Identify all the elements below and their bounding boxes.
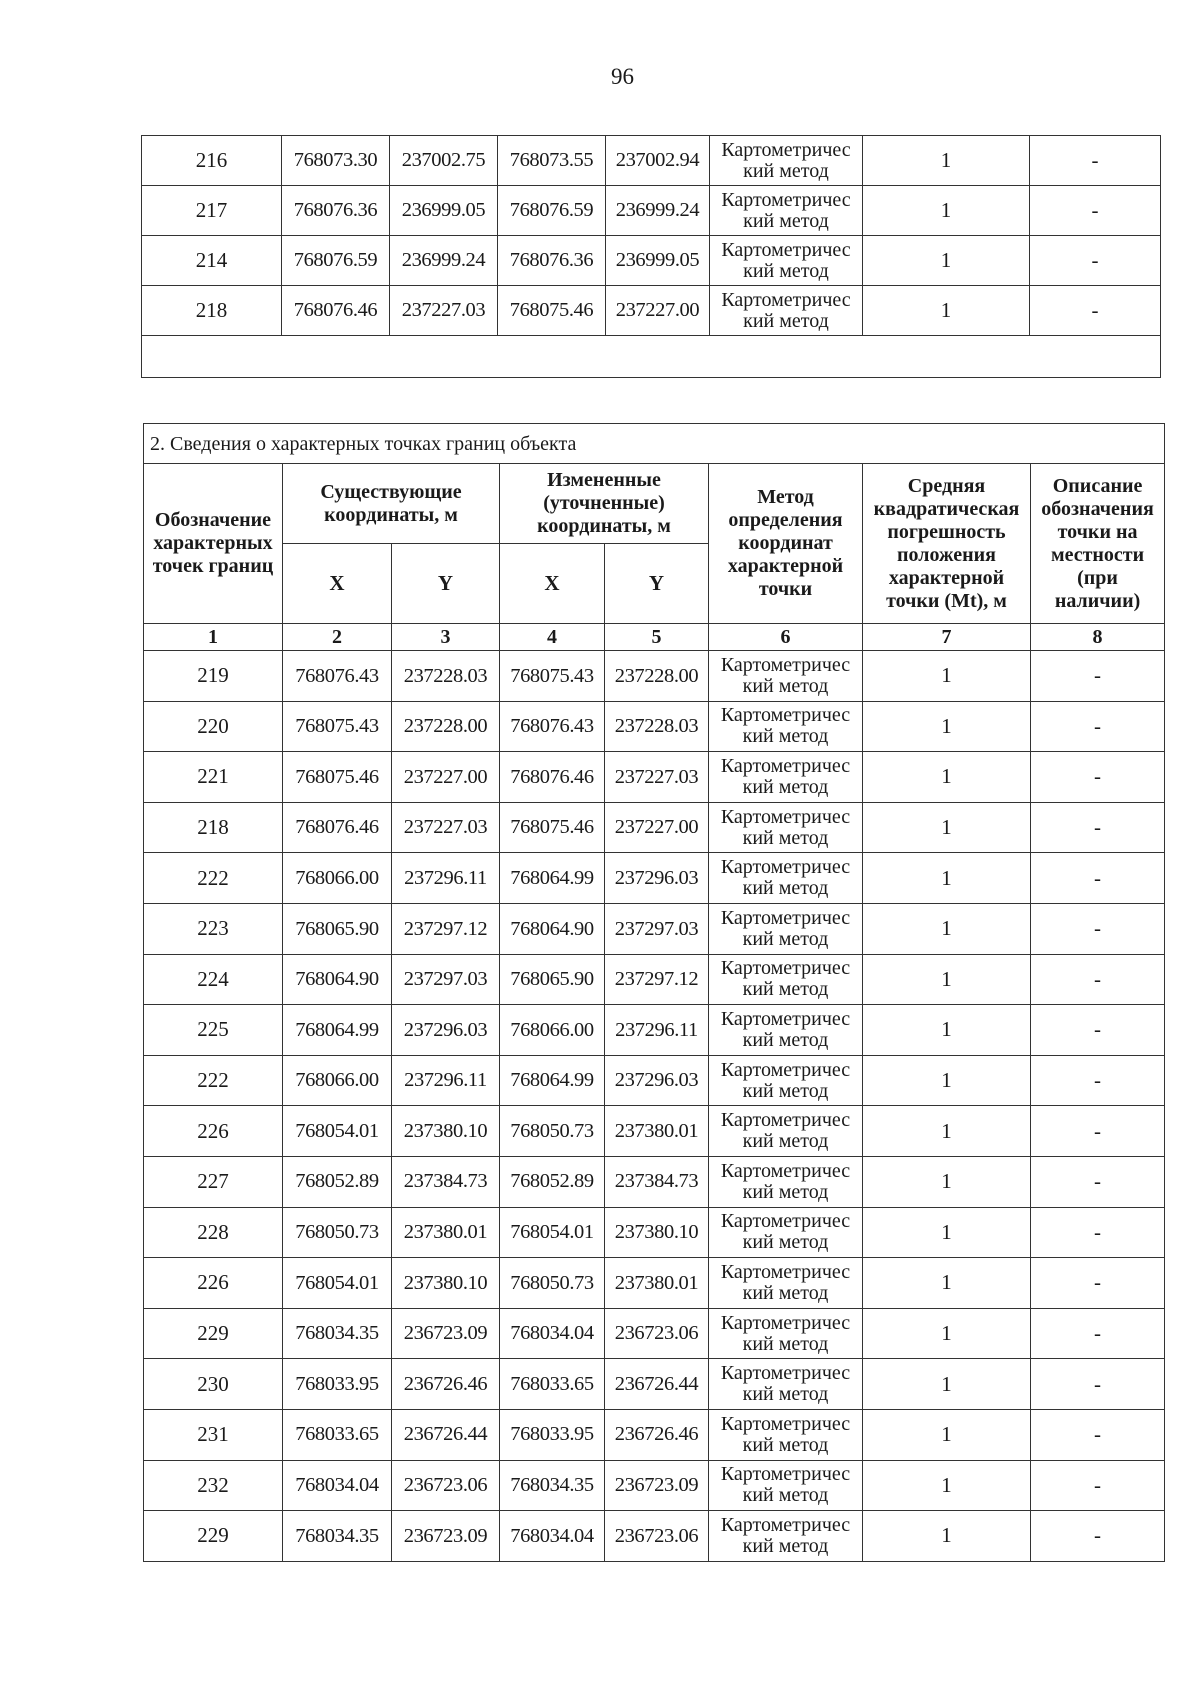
existing-y-cell: 237380.01 xyxy=(392,1207,500,1258)
table-row xyxy=(142,186,1161,236)
changed-y-cell: 237380.01 xyxy=(605,1258,709,1309)
existing-x-cell: 768033.95 xyxy=(283,1359,392,1410)
existing-y-cell: 237228.00 xyxy=(392,701,500,752)
changed-y-cell: 237228.03 xyxy=(605,701,709,752)
existing-x-cell: 768075.46 xyxy=(283,752,392,803)
description-cell: - xyxy=(1031,1055,1165,1106)
existing-y-cell: 236723.09 xyxy=(392,1308,500,1359)
table-row xyxy=(144,853,1165,904)
point-cell: 224 xyxy=(144,954,283,1005)
existing-y-cell: 237296.11 xyxy=(392,853,500,904)
changed-y-cell: 236723.06 xyxy=(605,1308,709,1359)
method-cell: Картометричес кий метод xyxy=(709,853,863,904)
boundary-points-table xyxy=(143,423,1165,1562)
changed-x-cell: 768064.99 xyxy=(500,853,605,904)
changed-y-cell: 237297.12 xyxy=(605,954,709,1005)
existing-x-cell: 768076.36 xyxy=(282,186,390,236)
point-cell: 223 xyxy=(144,903,283,954)
changed-y-cell: 237380.01 xyxy=(605,1106,709,1157)
mt-cell: 1 xyxy=(863,651,1031,702)
column-number: 7 xyxy=(863,624,1031,651)
changed-y-cell: 236723.06 xyxy=(605,1511,709,1562)
existing-x-cell: 768066.00 xyxy=(283,853,392,904)
mt-cell: 1 xyxy=(863,1409,1031,1460)
method-cell: Картометричес кий метод xyxy=(709,1005,863,1056)
existing-y-cell: 237296.11 xyxy=(392,1055,500,1106)
existing-y-cell: 236999.05 xyxy=(390,186,498,236)
description-cell: - xyxy=(1031,802,1165,853)
description-cell: - xyxy=(1030,286,1161,336)
table-row xyxy=(144,1005,1165,1056)
mt-cell: 1 xyxy=(863,186,1030,236)
method-cell: Картометричес кий метод xyxy=(709,903,863,954)
existing-y-cell: 237002.75 xyxy=(390,136,498,186)
table-row xyxy=(144,1511,1165,1562)
existing-x-cell: 768076.43 xyxy=(283,651,392,702)
table-row xyxy=(144,1460,1165,1511)
method-cell: Картометричес кий метод xyxy=(710,236,863,286)
existing-x-cell: 768065.90 xyxy=(283,903,392,954)
method-cell: Картометричес кий метод xyxy=(709,1359,863,1410)
changed-x-cell: 768034.04 xyxy=(500,1511,605,1562)
point-cell: 226 xyxy=(144,1106,283,1157)
existing-x-cell: 768076.46 xyxy=(283,802,392,853)
description-cell: - xyxy=(1030,136,1161,186)
mt-cell: 1 xyxy=(863,752,1031,803)
method-cell: Картометричес кий метод xyxy=(710,186,863,236)
changed-x-cell: 768050.73 xyxy=(500,1106,605,1157)
header-description: Описание обозначения точки на местности (при наличии) xyxy=(1031,464,1165,624)
existing-x-cell: 768073.30 xyxy=(282,136,390,186)
existing-y-cell: 236726.46 xyxy=(392,1359,500,1410)
changed-x-cell: 768073.55 xyxy=(498,136,606,186)
point-cell: 228 xyxy=(144,1207,283,1258)
table-row xyxy=(142,136,1161,186)
existing-y-cell: 237297.12 xyxy=(392,903,500,954)
changed-y-cell: 237384.73 xyxy=(605,1156,709,1207)
existing-y-cell: 236723.09 xyxy=(392,1511,500,1562)
description-cell: - xyxy=(1031,1409,1165,1460)
top-coordinates-table xyxy=(141,135,1161,378)
existing-y-cell: 237227.03 xyxy=(392,802,500,853)
table-row xyxy=(144,651,1165,702)
table-row xyxy=(144,1308,1165,1359)
existing-x-cell: 768076.59 xyxy=(282,236,390,286)
existing-x-cell: 768054.01 xyxy=(283,1258,392,1309)
point-cell: 229 xyxy=(144,1511,283,1562)
column-number: 2 xyxy=(283,624,392,651)
description-cell: - xyxy=(1031,1106,1165,1157)
existing-y-cell: 237227.00 xyxy=(392,752,500,803)
point-cell: 221 xyxy=(144,752,283,803)
changed-x-cell: 768075.46 xyxy=(498,286,606,336)
header-changed-y: Y xyxy=(605,544,709,624)
existing-x-cell: 768034.35 xyxy=(283,1511,392,1562)
existing-x-cell: 768050.73 xyxy=(283,1207,392,1258)
existing-x-cell: 768034.35 xyxy=(283,1308,392,1359)
top-table-empty-row xyxy=(142,336,1161,378)
mt-cell: 1 xyxy=(863,1511,1031,1562)
description-cell: - xyxy=(1031,1207,1165,1258)
header-existing-x: X xyxy=(283,544,392,624)
column-number: 5 xyxy=(605,624,709,651)
point-cell: 222 xyxy=(144,853,283,904)
mt-cell: 1 xyxy=(863,1106,1031,1157)
mt-cell: 1 xyxy=(863,802,1031,853)
changed-x-cell: 768076.36 xyxy=(498,236,606,286)
mt-cell: 1 xyxy=(863,1207,1031,1258)
table-row xyxy=(144,1359,1165,1410)
changed-y-cell: 237227.00 xyxy=(605,802,709,853)
changed-y-cell: 237227.00 xyxy=(606,286,710,336)
header-changed-coordinates: Измененные (уточненные) координаты, м xyxy=(500,464,709,544)
description-cell: - xyxy=(1031,651,1165,702)
description-cell: - xyxy=(1031,903,1165,954)
changed-y-cell: 236999.24 xyxy=(606,186,710,236)
point-cell: 218 xyxy=(142,286,282,336)
changed-y-cell: 236726.44 xyxy=(605,1359,709,1410)
description-cell: - xyxy=(1031,1156,1165,1207)
changed-y-cell: 237380.10 xyxy=(605,1207,709,1258)
mt-cell: 1 xyxy=(863,1055,1031,1106)
changed-y-cell: 237002.94 xyxy=(606,136,710,186)
column-number: 3 xyxy=(392,624,500,651)
header-point-designation: Обозначение характерных точек границ xyxy=(144,464,283,624)
changed-x-cell: 768034.04 xyxy=(500,1308,605,1359)
mt-cell: 1 xyxy=(863,701,1031,752)
header-existing-coordinates: Существующие координаты, м xyxy=(283,464,500,544)
description-cell: - xyxy=(1031,853,1165,904)
method-cell: Картометричес кий метод xyxy=(710,286,863,336)
changed-x-cell: 768075.43 xyxy=(500,651,605,702)
method-cell: Картометричес кий метод xyxy=(709,1511,863,1562)
mt-cell: 1 xyxy=(863,136,1030,186)
table-row xyxy=(144,802,1165,853)
method-cell: Картометричес кий метод xyxy=(709,802,863,853)
table-row xyxy=(144,1156,1165,1207)
point-cell: 231 xyxy=(144,1409,283,1460)
existing-x-cell: 768076.46 xyxy=(282,286,390,336)
existing-y-cell: 237380.10 xyxy=(392,1258,500,1309)
existing-y-cell: 236999.24 xyxy=(390,236,498,286)
top-table-body xyxy=(142,136,1161,336)
existing-y-cell: 237296.03 xyxy=(392,1005,500,1056)
method-cell: Картометричес кий метод xyxy=(709,701,863,752)
mt-cell: 1 xyxy=(863,1258,1031,1309)
table-row xyxy=(144,752,1165,803)
point-cell: 230 xyxy=(144,1359,283,1410)
point-cell: 227 xyxy=(144,1156,283,1207)
mt-cell: 1 xyxy=(863,903,1031,954)
changed-x-cell: 768075.46 xyxy=(500,802,605,853)
method-cell: Картометричес кий метод xyxy=(709,1055,863,1106)
existing-y-cell: 237297.03 xyxy=(392,954,500,1005)
changed-x-cell: 768064.90 xyxy=(500,903,605,954)
point-cell: 229 xyxy=(144,1308,283,1359)
header-existing-y: Y xyxy=(392,544,500,624)
description-cell: - xyxy=(1031,1258,1165,1309)
method-cell: Картометричес кий метод xyxy=(709,752,863,803)
changed-y-cell: 237228.00 xyxy=(605,651,709,702)
column-number: 4 xyxy=(500,624,605,651)
existing-x-cell: 768052.89 xyxy=(283,1156,392,1207)
table-row xyxy=(144,1106,1165,1157)
existing-x-cell: 768033.65 xyxy=(283,1409,392,1460)
changed-y-cell: 237296.03 xyxy=(605,1055,709,1106)
point-cell: 232 xyxy=(144,1460,283,1511)
method-cell: Картометричес кий метод xyxy=(709,1106,863,1157)
point-cell: 225 xyxy=(144,1005,283,1056)
column-number: 1 xyxy=(144,624,283,651)
changed-y-cell: 237296.03 xyxy=(605,853,709,904)
method-cell: Картометричес кий метод xyxy=(709,1409,863,1460)
description-cell: - xyxy=(1031,954,1165,1005)
table-row xyxy=(144,954,1165,1005)
method-cell: Картометричес кий метод xyxy=(709,1258,863,1309)
changed-x-cell: 768033.95 xyxy=(500,1409,605,1460)
header-mean-square-error: Средняя квадратическая погрешность положения характерной точки (Mt), м xyxy=(863,464,1031,624)
point-cell: 218 xyxy=(144,802,283,853)
point-cell: 217 xyxy=(142,186,282,236)
description-cell: - xyxy=(1031,701,1165,752)
existing-y-cell: 237227.03 xyxy=(390,286,498,336)
table-row xyxy=(142,286,1161,336)
changed-y-cell: 236723.09 xyxy=(605,1460,709,1511)
column-number: 6 xyxy=(709,624,863,651)
existing-x-cell: 768066.00 xyxy=(283,1055,392,1106)
changed-x-cell: 768076.59 xyxy=(498,186,606,236)
existing-y-cell: 237380.10 xyxy=(392,1106,500,1157)
mt-cell: 1 xyxy=(863,954,1031,1005)
changed-y-cell: 236999.05 xyxy=(606,236,710,286)
column-number: 8 xyxy=(1031,624,1165,651)
method-cell: Картометричес кий метод xyxy=(709,1207,863,1258)
point-cell: 220 xyxy=(144,701,283,752)
method-cell: Картометричес кий метод xyxy=(709,954,863,1005)
changed-x-cell: 768076.43 xyxy=(500,701,605,752)
table-row xyxy=(144,1207,1165,1258)
changed-x-cell: 768076.46 xyxy=(500,752,605,803)
point-cell: 222 xyxy=(144,1055,283,1106)
changed-x-cell: 768033.65 xyxy=(500,1359,605,1410)
existing-x-cell: 768064.99 xyxy=(283,1005,392,1056)
table-row xyxy=(144,701,1165,752)
mt-cell: 1 xyxy=(863,1460,1031,1511)
mt-cell: 1 xyxy=(863,853,1031,904)
changed-y-cell: 237296.11 xyxy=(605,1005,709,1056)
table-row xyxy=(144,1055,1165,1106)
description-cell: - xyxy=(1030,236,1161,286)
point-cell: 214 xyxy=(142,236,282,286)
mt-cell: 1 xyxy=(863,1005,1031,1056)
changed-y-cell: 236726.46 xyxy=(605,1409,709,1460)
empty-cell xyxy=(142,336,1161,378)
table-row xyxy=(144,903,1165,954)
description-cell: - xyxy=(1030,186,1161,236)
column-number-row xyxy=(144,624,1165,651)
existing-y-cell: 236723.06 xyxy=(392,1460,500,1511)
method-cell: Картометричес кий метод xyxy=(709,651,863,702)
existing-y-cell: 237384.73 xyxy=(392,1156,500,1207)
changed-y-cell: 237297.03 xyxy=(605,903,709,954)
section-title: 2. Сведения о характерных точках границ объекта xyxy=(144,424,1165,464)
mt-cell: 1 xyxy=(863,236,1030,286)
existing-x-cell: 768075.43 xyxy=(283,701,392,752)
existing-y-cell: 237228.03 xyxy=(392,651,500,702)
description-cell: - xyxy=(1031,1308,1165,1359)
header-method: Метод определения координат характерной точки xyxy=(709,464,863,624)
existing-x-cell: 768034.04 xyxy=(283,1460,392,1511)
changed-y-cell: 237227.03 xyxy=(605,752,709,803)
header-changed-x: X xyxy=(500,544,605,624)
point-cell: 219 xyxy=(144,651,283,702)
mt-cell: 1 xyxy=(863,1359,1031,1410)
main-table-body xyxy=(144,651,1165,1562)
mt-cell: 1 xyxy=(863,1308,1031,1359)
table-row xyxy=(144,1258,1165,1309)
changed-x-cell: 768052.89 xyxy=(500,1156,605,1207)
mt-cell: 1 xyxy=(863,1156,1031,1207)
existing-y-cell: 236726.44 xyxy=(392,1409,500,1460)
description-cell: - xyxy=(1031,1460,1165,1511)
table-row xyxy=(142,236,1161,286)
changed-x-cell: 768065.90 xyxy=(500,954,605,1005)
description-cell: - xyxy=(1031,1005,1165,1056)
description-cell: - xyxy=(1031,1511,1165,1562)
mt-cell: 1 xyxy=(863,286,1030,336)
method-cell: Картометричес кий метод xyxy=(709,1460,863,1511)
changed-x-cell: 768054.01 xyxy=(500,1207,605,1258)
changed-x-cell: 768064.99 xyxy=(500,1055,605,1106)
description-cell: - xyxy=(1031,1359,1165,1410)
point-cell: 216 xyxy=(142,136,282,186)
existing-x-cell: 768064.90 xyxy=(283,954,392,1005)
table-row xyxy=(144,1409,1165,1460)
changed-x-cell: 768034.35 xyxy=(500,1460,605,1511)
description-cell: - xyxy=(1031,752,1165,803)
method-cell: Картометричес кий метод xyxy=(709,1308,863,1359)
existing-x-cell: 768054.01 xyxy=(283,1106,392,1157)
changed-x-cell: 768050.73 xyxy=(500,1258,605,1309)
method-cell: Картометричес кий метод xyxy=(709,1156,863,1207)
point-cell: 226 xyxy=(144,1258,283,1309)
changed-x-cell: 768066.00 xyxy=(500,1005,605,1056)
method-cell: Картометричес кий метод xyxy=(710,136,863,186)
page-number: 96 xyxy=(611,64,634,89)
